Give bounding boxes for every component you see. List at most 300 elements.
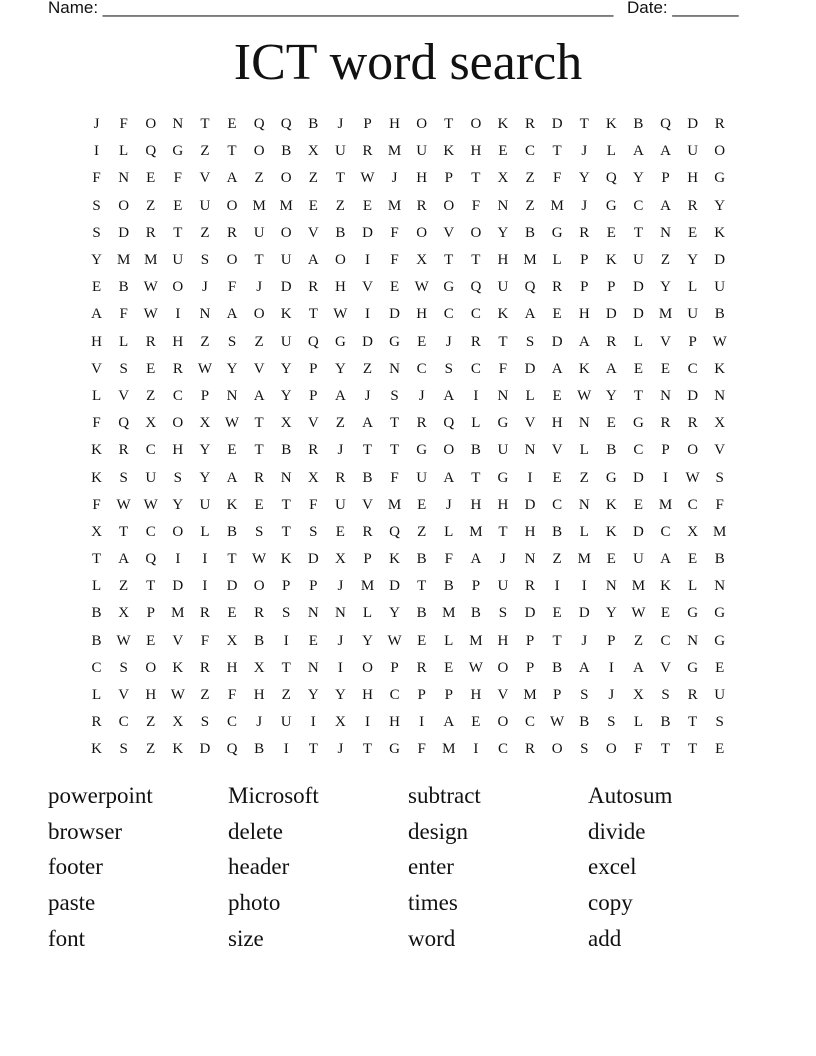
grid-letter: R [145, 224, 156, 241]
grid-letter: J [337, 632, 344, 649]
grid-letter: B [552, 523, 563, 540]
grid-letter: F [634, 741, 643, 758]
grid-letter: E [606, 224, 616, 241]
grid-letter: A [578, 333, 590, 350]
grid-letter: R [416, 197, 427, 214]
grid-letter: D [551, 333, 563, 350]
grid-letter: Q [660, 116, 671, 133]
grid-letter: E [633, 496, 643, 513]
grid-letter: W [550, 714, 565, 731]
grid-letter: Y [605, 605, 617, 622]
grid-letter: R [227, 224, 238, 241]
grid-letter: R [199, 659, 210, 676]
grid-letter: A [443, 714, 455, 731]
grid-letter: D [362, 333, 373, 350]
grid-letter: L [471, 415, 481, 432]
grid-letter: R [308, 442, 319, 459]
grid-letter: M [116, 252, 131, 269]
grid-letter: X [199, 415, 211, 432]
grid-letter: W [197, 360, 212, 377]
grid-letter: S [119, 659, 128, 676]
grid-letter: W [631, 605, 646, 622]
grid-letter: E [227, 116, 237, 133]
grid-letter: K [497, 306, 509, 323]
grid-letter: H [226, 659, 238, 676]
grid-letter: J [581, 143, 588, 160]
grid-letter: U [199, 197, 211, 214]
grid-letter: L [91, 578, 102, 595]
grid-letter: F [498, 360, 508, 377]
grid-letter: U [334, 143, 346, 160]
grid-letter: W [143, 306, 158, 323]
grid-letter: W [116, 632, 131, 649]
grid-letter: P [309, 387, 318, 404]
grid-letter: L [119, 333, 129, 350]
grid-letter: P [444, 170, 453, 187]
grid-letter: Y [334, 687, 346, 704]
grid-letter: V [199, 170, 211, 187]
grid-letter: W [252, 551, 267, 568]
grid-letter: C [91, 659, 102, 676]
grid-letter: A [443, 469, 455, 486]
grid-letter: G [416, 442, 428, 459]
grid-letter: J [500, 551, 506, 568]
grid-letter: I [310, 714, 316, 731]
grid-letter: I [554, 578, 560, 595]
grid-letter: S [580, 741, 589, 758]
grid-letter: Z [146, 387, 156, 404]
grid-letter: O [714, 143, 726, 160]
grid-letter: R [172, 360, 183, 377]
grid-letter: Z [146, 741, 156, 758]
grid-letter: X [334, 551, 346, 568]
grid-letter: O [497, 714, 509, 731]
grid-letter: O [334, 252, 346, 269]
grid-letter: S [715, 714, 724, 731]
grid-letter: O [497, 659, 509, 676]
grid-letter: A [307, 252, 319, 269]
grid-letter: M [279, 197, 293, 214]
grid-letter: T [471, 170, 481, 187]
grid-letter: X [307, 143, 319, 160]
grid-letter: Q [118, 415, 130, 432]
grid-letter: D [578, 605, 590, 622]
grid-letter: V [524, 415, 536, 432]
grid-letter: C [145, 442, 156, 459]
grid-letter: E [227, 605, 237, 622]
grid-letter: M [171, 605, 185, 622]
grid-letter: W [170, 687, 185, 704]
grid-letter: S [119, 741, 128, 758]
grid-letter: Y [687, 252, 699, 269]
grid-letter: B [470, 442, 481, 459]
grid-letter: G [497, 415, 509, 432]
grid-letter: I [175, 551, 181, 568]
grid-letter: T [308, 306, 318, 323]
grid-letter: K [443, 143, 455, 160]
grid-letter: K [91, 469, 102, 486]
grid-letter: M [713, 523, 727, 540]
grid-letter: V [443, 224, 455, 241]
grid-letter: E [552, 306, 562, 323]
grid-letter: P [200, 387, 210, 404]
grid-letter: I [473, 387, 479, 404]
grid-letter: S [173, 469, 182, 486]
grid-letter: V [307, 224, 319, 241]
grid-letter: O [253, 143, 265, 160]
grid-letter: O [470, 224, 482, 241]
grid-letter: B [91, 605, 102, 622]
word-bank-item: delete [228, 818, 283, 844]
grid-letter: V [362, 496, 373, 513]
grid-letter: T [579, 116, 589, 133]
grid-letter: S [92, 197, 101, 214]
grid-letter: Y [280, 360, 292, 377]
grid-letter: N [714, 578, 726, 595]
grid-letter: E [660, 360, 671, 377]
grid-letter: H [687, 170, 699, 187]
grid-letter: X [253, 659, 265, 676]
grid-letter: R [714, 116, 725, 133]
grid-letter: B [579, 714, 590, 731]
grid-letter: M [387, 496, 402, 513]
grid-letter: A [362, 415, 373, 432]
grid-letter: C [660, 523, 671, 540]
name-field-label: Name: ______________________________________________________ [48, 0, 614, 17]
grid-letter: T [633, 224, 643, 241]
grid-letter: Q [605, 170, 617, 187]
grid-letter: M [387, 197, 402, 214]
grid-letter: I [94, 143, 100, 160]
grid-letter: Z [525, 197, 535, 214]
grid-letter: S [525, 333, 535, 350]
grid-letter: C [389, 687, 400, 704]
grid-letter: T [389, 442, 400, 459]
grid-letter: C [443, 306, 454, 323]
grid-letter: C [687, 360, 698, 377]
grid-letter: R [687, 415, 698, 432]
grid-letter: B [714, 551, 725, 568]
grid-letter: P [309, 578, 318, 595]
grid-letter: E [389, 279, 400, 296]
grid-letter: B [254, 741, 265, 758]
grid-letter: V [118, 387, 130, 404]
grid-letter: Y [172, 496, 184, 513]
date-field-label: Date: _______ [627, 0, 739, 17]
grid-letter: X [118, 605, 130, 622]
grid-letter: V [714, 442, 726, 459]
grid-letter: O [280, 224, 292, 241]
grid-letter: E [146, 170, 156, 187]
grid-letter: T [254, 415, 264, 432]
grid-letter: R [91, 714, 102, 731]
grid-letter: A [633, 143, 644, 160]
grid-letter: T [308, 741, 318, 758]
grid-letter: F [119, 306, 128, 323]
grid-letter: B [633, 116, 644, 133]
grid-letter: W [360, 170, 375, 187]
grid-letter: R [525, 578, 536, 595]
grid-letter: W [577, 387, 592, 404]
grid-letter: U [416, 469, 428, 486]
grid-letter: B [714, 306, 725, 323]
grid-letter: C [416, 360, 427, 377]
grid-letter: G [687, 659, 699, 676]
grid-letter: E [552, 387, 562, 404]
grid-letter: B [227, 523, 238, 540]
grid-letter: E [254, 496, 264, 513]
grid-letter: T [444, 116, 454, 133]
grid-letter: B [660, 714, 671, 731]
grid-letter: C [552, 496, 563, 513]
grid-letter: H [497, 632, 509, 649]
grid-letter: D [362, 224, 373, 241]
grid-letter: D [524, 496, 536, 513]
grid-letter: L [579, 523, 589, 540]
grid-letter: H [470, 143, 482, 160]
grid-letter: K [91, 741, 102, 758]
grid-letter: U [334, 496, 346, 513]
grid-letter: Y [307, 687, 319, 704]
grid-letter: P [661, 442, 670, 459]
grid-letter: S [309, 523, 318, 540]
grid-letter: W [712, 333, 727, 350]
grid-letter: Y [578, 170, 590, 187]
grid-letter: H [91, 333, 102, 350]
grid-letter: F [417, 741, 426, 758]
grid-letter: V [172, 632, 184, 649]
grid-letter: D [389, 578, 400, 595]
grid-letter: O [226, 252, 238, 269]
grid-letter: U [253, 224, 265, 241]
grid-letter: A [226, 170, 238, 187]
grid-letter: E [633, 360, 643, 377]
grid-letter: I [608, 659, 614, 676]
grid-letter: H [145, 687, 157, 704]
grid-letter: J [418, 387, 425, 404]
grid-letter: T [688, 714, 698, 731]
grid-letter: L [606, 143, 616, 160]
grid-letter: T [281, 659, 291, 676]
grid-letter: B [470, 605, 481, 622]
grid-letter: I [364, 252, 370, 269]
grid-letter: M [658, 496, 673, 513]
grid-letter: Q [280, 116, 292, 133]
grid-letter: D [524, 360, 536, 377]
grid-letter: Z [525, 170, 535, 187]
grid-letter: A [226, 469, 238, 486]
grid-letter: U [687, 306, 699, 323]
grid-letter: R [254, 605, 265, 622]
grid-letter: O [172, 279, 184, 296]
grid-letter: C [497, 741, 508, 758]
grid-letter: O [687, 442, 699, 459]
word-bank [48, 779, 768, 957]
grid-letter: V [362, 279, 373, 296]
grid-letter: M [442, 741, 456, 758]
grid-letter: D [605, 306, 617, 323]
grid-letter: F [227, 687, 237, 704]
grid-letter: Y [280, 387, 292, 404]
grid-letter: E [335, 523, 345, 540]
grid-letter: B [416, 551, 427, 568]
grid-letter: T [471, 469, 481, 486]
grid-letter: B [308, 116, 319, 133]
grid-letter: I [581, 578, 587, 595]
grid-letter: X [280, 415, 292, 432]
grid-letter: X [172, 714, 184, 731]
grid-letter: X [687, 523, 699, 540]
grid-letter: B [281, 442, 292, 459]
grid-letter: U [714, 687, 726, 704]
grid-letter: Y [660, 279, 671, 296]
grid-letter: N [605, 578, 617, 595]
grid-letter: M [550, 197, 564, 214]
grid-letter: R [362, 523, 373, 540]
grid-letter: G [172, 143, 184, 160]
grid-letter: P [607, 279, 616, 296]
grid-letter: N [524, 442, 536, 459]
grid-letter: T [389, 415, 400, 432]
grid-letter: U [280, 333, 292, 350]
grid-letter: A [660, 143, 671, 160]
grid-letter: P [525, 632, 535, 649]
grid-letter: F [92, 415, 101, 432]
grid-letter: M [469, 632, 483, 649]
grid-letter: K [605, 523, 617, 540]
grid-letter: P [688, 333, 697, 350]
grid-letter: V [253, 360, 265, 377]
grid-letter: K [578, 360, 590, 377]
grid-letter: E [417, 632, 427, 649]
grid-letter: F [309, 496, 318, 513]
grid-letter: G [714, 170, 726, 187]
grid-letter: I [663, 469, 669, 486]
grid-letter: N [172, 116, 184, 133]
word-bank-item: subtract [408, 783, 481, 808]
grid-letter: B [362, 469, 373, 486]
grid-letter: Z [362, 360, 373, 377]
grid-letter: T [91, 551, 102, 568]
grid-letter: V [497, 687, 509, 704]
grid-letter: N [578, 496, 590, 513]
grid-letter: F [119, 116, 128, 133]
grid-letter: E [308, 632, 318, 649]
grid-letter: I [283, 632, 289, 649]
grid-letter: N [280, 469, 292, 486]
grid-letter: M [577, 551, 591, 568]
grid-letter: U [416, 143, 428, 160]
grid-letter: S [119, 469, 128, 486]
grid-letter: F [92, 170, 101, 187]
grid-letter: M [469, 523, 483, 540]
grid-letter: N [660, 224, 671, 241]
grid-letter: C [687, 496, 698, 513]
grid-letter: J [93, 116, 100, 133]
word-bank-item: font [48, 925, 86, 951]
grid-letter: N [578, 415, 590, 432]
grid-letter: T [281, 496, 291, 513]
grid-letter: Z [200, 224, 210, 241]
grid-letter: L [525, 387, 535, 404]
grid-letter: N [497, 197, 509, 214]
grid-letter: T [173, 224, 183, 241]
grid-letter: Q [470, 279, 482, 296]
grid-letter: K [172, 659, 184, 676]
grid-letter: P [580, 279, 589, 296]
grid-letter: N [226, 387, 238, 404]
grid-letter: E [146, 360, 156, 377]
grid-letter: A [660, 197, 671, 214]
grid-letter: E [606, 551, 616, 568]
grid-letter: X [307, 469, 319, 486]
grid-letter: E [444, 659, 454, 676]
grid-letter: C [633, 197, 644, 214]
grid-letter: X [714, 415, 726, 432]
grid-letter: S [580, 687, 589, 704]
grid-letter: R [118, 442, 129, 459]
grid-letter: F [92, 496, 101, 513]
grid-letter: L [362, 605, 373, 622]
grid-letter: Y [389, 605, 400, 622]
grid-letter: O [253, 306, 265, 323]
grid-letter: Z [200, 143, 210, 160]
grid-letter: C [470, 360, 481, 377]
grid-letter: P [661, 170, 670, 187]
grid-letter: N [687, 632, 699, 649]
grid-letter: E [660, 605, 671, 622]
word-bank-item: word [408, 925, 456, 951]
grid-letter: H [497, 252, 509, 269]
word-search-grid [83, 111, 733, 764]
grid-letter: W [143, 279, 158, 296]
grid-letter: C [470, 306, 481, 323]
grid-letter: T [227, 143, 237, 160]
grid-letter: X [91, 523, 102, 540]
grid-letter: P [282, 578, 291, 595]
grid-letter: D [280, 279, 292, 296]
grid-letter: U [497, 442, 509, 459]
grid-letter: C [145, 523, 156, 540]
grid-letter: A [118, 551, 130, 568]
grid-letter: U [714, 279, 726, 296]
grid-letter: R [525, 116, 536, 133]
grid-letter: Z [417, 523, 427, 540]
grid-letter: W [414, 279, 429, 296]
grid-letter: U [497, 578, 509, 595]
grid-letter: D [199, 741, 211, 758]
page-title: ICT word search [233, 34, 583, 91]
grid-letter: E [715, 741, 725, 758]
grid-letter: B [552, 659, 563, 676]
word-bank-item: copy [588, 890, 633, 916]
grid-letter: U [199, 496, 211, 513]
grid-letter: M [442, 605, 456, 622]
grid-letter: K [497, 116, 509, 133]
grid-letter: O [145, 659, 157, 676]
grid-letter: F [227, 279, 237, 296]
grid-letter: D [687, 116, 699, 133]
grid-letter: T [254, 442, 264, 459]
grid-letter: D [633, 279, 644, 296]
grid-letter: Z [119, 578, 129, 595]
grid-letter: T [362, 741, 373, 758]
grid-letter: J [337, 116, 344, 133]
grid-letter: H [416, 306, 428, 323]
grid-letter: P [363, 551, 372, 568]
grid-letter: N [199, 306, 211, 323]
grid-letter: W [685, 469, 700, 486]
